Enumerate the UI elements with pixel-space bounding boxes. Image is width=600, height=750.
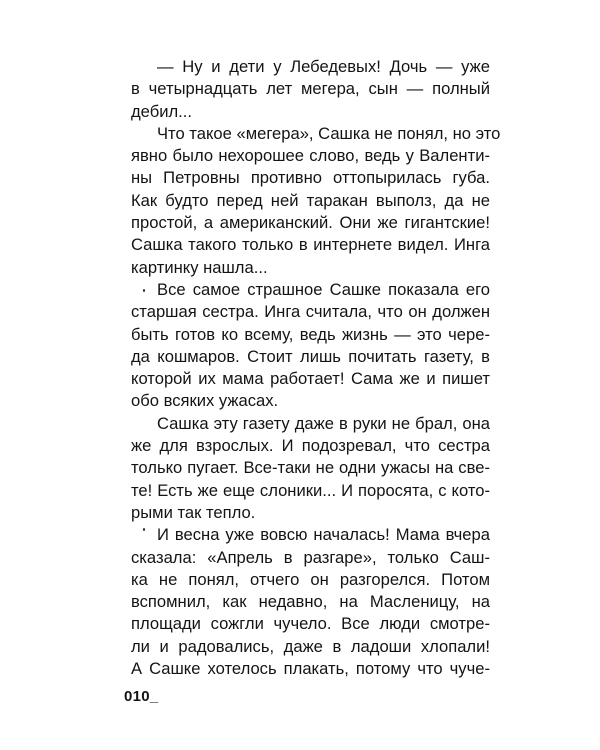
text-line: площади сожгли чучело. Все люди смотре- <box>131 614 490 634</box>
text-line: же для взрослых. И подозревал, что сестра <box>131 436 490 456</box>
text-line: — Ну и дети у Лебедевых! Дочь — уже <box>157 57 490 76</box>
text-line: сказала: «Апрель в разгаре», только Саш- <box>131 547 490 567</box>
print-speck <box>143 289 145 292</box>
print-speck <box>143 528 145 531</box>
text-line: те! Есть же еще слоники... И поросята, с кото- <box>131 480 490 500</box>
text-line: обо всяких ужасах. <box>131 391 279 411</box>
text-line: Как будто перед ней таракан выполз, да не <box>131 190 490 210</box>
text-line: А Сашке хотелось плакать, потому что чуче- <box>131 659 490 679</box>
text-line: Сашка эту газету даже в руки не брал, она <box>157 413 490 433</box>
text-line: простой, а американский. Они же гигантские! <box>131 213 490 233</box>
text-line: быть готов ко всему, ведь жизнь — это чере- <box>131 324 490 344</box>
text-line: ка не понял, отчего он разгорелся. Потом <box>131 569 490 589</box>
text-line: вспомнил, как недавно, на Масленицу, на <box>131 592 490 612</box>
text-line: Что такое «мегера», Сашка не понял, но это <box>157 123 501 143</box>
body-text <box>131 56 501 680</box>
text-line: да кошмаров. Стоит лишь почитать газету, в <box>131 346 490 366</box>
text-line: старшая сестра. Инга считала, что он должен <box>131 302 490 322</box>
text-line: явно было нехорошее слово, ведь у Валенти- <box>131 146 490 166</box>
text-line: И весна уже вовсю началась! Мама вчера <box>157 525 490 545</box>
text-line: рыми так тепло. <box>131 502 256 522</box>
text-line: которой их мама работает! Сама же и пишет <box>131 369 490 389</box>
text-line: ли и радовались, даже в ладоши хлопали! <box>131 636 490 656</box>
text-line: Все самое страшное Сашке показала его <box>157 279 490 299</box>
text-line: ны Петровны противно оттопырилась губа. <box>131 168 490 188</box>
text-line: в четырнадцать лет мегера, сын — полный <box>131 79 490 99</box>
text-line: только пугает. Все-таки не одни ужасы на све- <box>131 458 490 478</box>
text-line: Сашка такого только в интернете видел. Инга <box>131 235 490 255</box>
text-line: дебил... <box>131 101 193 121</box>
page-number: 010_ <box>124 688 159 705</box>
text-line: картинку нашла... <box>131 257 268 277</box>
